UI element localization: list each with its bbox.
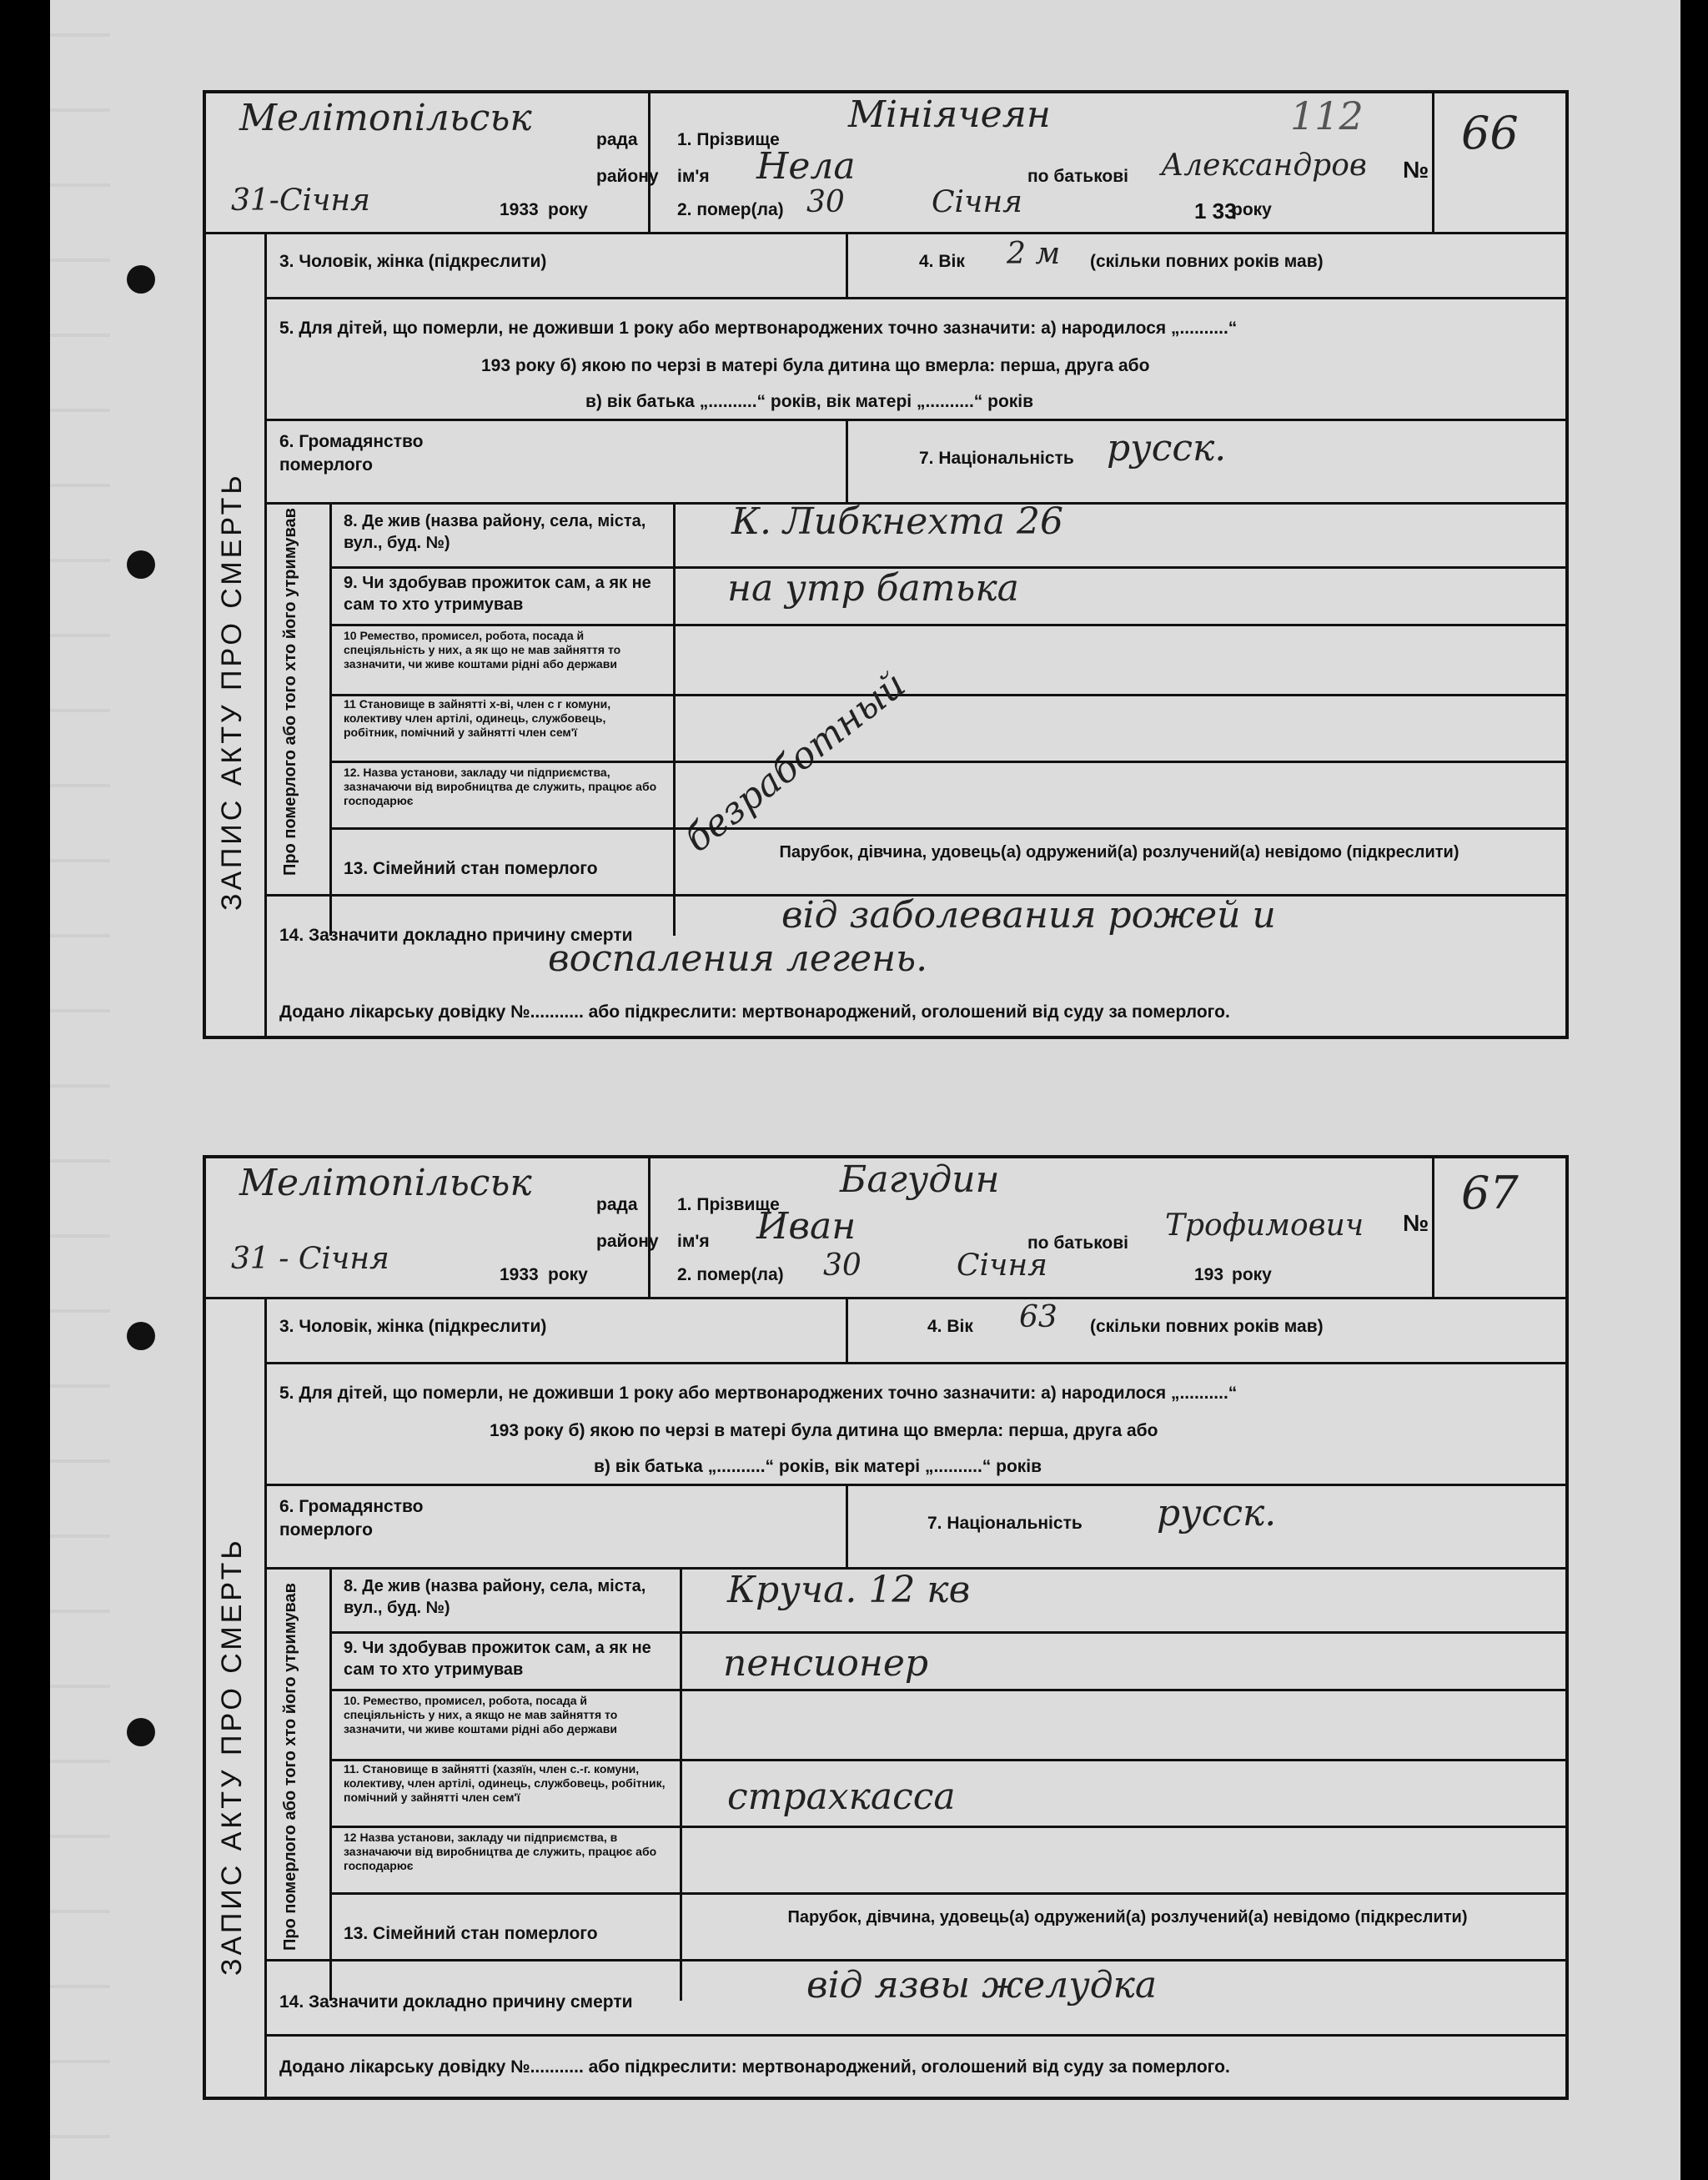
row-rule [264, 2034, 1565, 2037]
age-suffix: (скільки повних років мав) [1090, 1317, 1324, 1336]
death-month: Січня [957, 1248, 1048, 1283]
medical-certificate-note: Додано лікарську довідку №........... або підкреслити: мертвонароджений, оголошений від суду за померлого. [279, 2057, 1230, 2077]
surname-value: Мініячеян [848, 93, 1051, 136]
occupation-label: 10. Ремество, промисел, робота, посада й спеціяльність у них, а якщо не мав зайняття то зазначити, чи живе коштами рідні або держави [344, 1694, 618, 1735]
row-rule [329, 1689, 1565, 1691]
occupation-value: страхкасса [727, 1776, 956, 1818]
rada-label: рада [596, 1195, 638, 1214]
medical-certificate-note: Додано лікарську довідку №........... або підкреслити: мертвонароджений, оголошений від суду за померлого. [279, 1002, 1230, 1022]
nationality-value: русск. [1157, 1492, 1277, 1535]
gender-label: 3. Чоловік, жінка (підкреслити) [279, 1317, 547, 1336]
death-date-label: 2. помер(ла) [677, 200, 784, 219]
record-no-label: № [1403, 1210, 1429, 1236]
patronymic-label: по батькові [1027, 167, 1128, 186]
vertical-subtitle: Про померлого або того хто його утримував [281, 508, 299, 876]
record-date: 31-Січня [231, 183, 370, 218]
marital-options: Парубок, дівчина, удовець(а) одружений(а) розлучений(а) невідомо (підкреслити) [779, 843, 1459, 861]
age-suffix: (скільки повних років мав) [1090, 252, 1324, 271]
residence-value: К. Либкнехта 26 [731, 500, 1063, 543]
name-value: Иван [756, 1205, 857, 1248]
year-suffix: 3 [529, 1265, 539, 1284]
infant-line-3: в) вік батька „..........“ років, вік матері „..........“ років [585, 392, 1034, 411]
row-rule [329, 694, 1565, 696]
support-label: 9. Чи здобував прожиток сам, а як не сам то хто утримував [344, 574, 651, 614]
surname-value: Багудин [840, 1158, 1000, 1201]
marital-label: 13. Сімейний стан померлого [344, 859, 598, 878]
record-number: 67 [1461, 1167, 1519, 1219]
patronymic-value: Александров [1161, 148, 1367, 183]
roku-label: року [548, 200, 588, 219]
binding-hole [127, 550, 155, 579]
death-day: 30 [806, 185, 845, 219]
council-name: Мелітопільськ [239, 1162, 532, 1204]
row-divider [846, 1297, 848, 1362]
workplace-label: 12. Назва установи, закладу чи підприємства, зазначаючи від виробництва де служить, працює або господарює [344, 766, 657, 807]
raion-label: району [596, 167, 659, 186]
support-value: пенсионер [723, 1642, 929, 1685]
council-name: Мелітопільськ [239, 97, 532, 139]
death-roku-label: року [1232, 1265, 1272, 1284]
header-divider [648, 1158, 651, 1297]
death-record-card-2 [203, 1155, 1569, 2100]
left-column-rule [264, 1297, 267, 2097]
record-number: 66 [1461, 107, 1519, 159]
header-divider [1432, 93, 1434, 232]
death-date-label: 2. помер(ла) [677, 1265, 784, 1284]
death-month: Січня [932, 185, 1023, 219]
row-rule [329, 1631, 1565, 1634]
binding-hole [127, 1718, 155, 1746]
employment-status-label: 11. Становище в зайнятті (хазяїн, член с.-г. комуни, колективу, член артілі, одинець, службовець, робітник, помічний у зайнятті член сем'ї [344, 1762, 666, 1804]
infant-line-2: 193 року б) якою по черзі в матері була дитина що вмерла: перша, друга або [481, 356, 1150, 375]
name-label: ім'я [677, 1232, 710, 1251]
occupation-value: безработный [677, 663, 914, 861]
roku-label: року [548, 1265, 588, 1284]
row-rule [329, 1759, 1565, 1761]
header-divider [648, 93, 651, 232]
death-record-card-1 [203, 90, 1569, 1039]
nationality-label: 7. Національність [927, 1514, 1083, 1533]
year-prefix: 193 [500, 200, 530, 219]
infant-line-1: 5. Для дітей, що померли, не доживши 1 року або мертвонароджених точно зазначити: а) народилося „..........“ [279, 319, 1238, 338]
row-rule [264, 297, 1565, 299]
row-rule [264, 1959, 1565, 1961]
header-bottom-rule [206, 1297, 1565, 1299]
row-rule [329, 624, 1565, 626]
raion-label: району [596, 1232, 659, 1251]
workplace-label: 12 Назва установи, закладу чи підприємства, в зазначаючи від виробництва де служить, працює або господарює [344, 1831, 657, 1872]
name-value: Нела [756, 145, 856, 188]
marital-options: Парубок, дівчина, удовець(а) одружений(а) розлучений(а) невідомо (підкреслити) [787, 1908, 1468, 1926]
row-rule [264, 419, 1565, 421]
binding-hole [127, 265, 155, 294]
marital-label: 13. Сімейний стан померлого [344, 1924, 598, 1943]
infant-line-2: 193 року б) якою по черзі в матері була дитина що вмерла: перша, друга або [490, 1421, 1158, 1440]
row-divider [846, 419, 848, 502]
age-value: 2 м [1007, 237, 1061, 271]
row-rule [264, 1362, 1565, 1364]
citizenship-label: 6. Громадянство померлого [279, 1497, 424, 1540]
row-rule [329, 1892, 1565, 1895]
row-rule [329, 761, 1565, 763]
left-column-rule [264, 232, 267, 1036]
nationality-label: 7. Національність [919, 449, 1074, 468]
age-label: 4. Вік [919, 252, 965, 271]
residence-label: 8. Де жив (назва району, села, міста, вул., буд. №) [344, 512, 646, 552]
cause-value-line-1: від заболевания рожей и [781, 894, 1276, 937]
year-suffix: 3 [529, 200, 539, 219]
employment-status-label: 11 Становище в зайнятті х-ві, член с г комуни, колективу член артілі, одинець, службовець, робітник, помічний у зайнятті член сем'ї [344, 697, 611, 739]
stamp-number: 112 [1290, 93, 1364, 138]
cause-value-line-1: від язвы желудка [806, 1964, 1158, 2007]
death-year: 1 33 [1194, 198, 1237, 224]
surname-label: 1. Прізвище [677, 1195, 780, 1214]
residence-label: 8. Де жив (назва району, села, міста, вул., буд. №) [344, 1577, 646, 1617]
cause-label: 14. Зазначити докладно причину смерти [279, 926, 633, 945]
year-prefix: 193 [500, 1265, 530, 1284]
infant-line-1: 5. Для дітей, що померли, не доживши 1 року або мертвонароджених точно зазначити: а) народилося „..........“ [279, 1384, 1238, 1403]
death-day: 30 [823, 1248, 862, 1283]
death-year: 193 [1194, 1265, 1224, 1284]
record-no-label: № [1403, 157, 1429, 183]
patronymic-value: Трофимович [1165, 1208, 1364, 1243]
age-label: 4. Вік [927, 1317, 973, 1336]
row-rule [264, 1484, 1565, 1486]
citizenship-label: 6. Громадянство померлого [279, 432, 424, 475]
cause-value-line-2: воспаления легень. [548, 937, 928, 980]
death-roku-label: року [1232, 200, 1272, 219]
row-divider [846, 1484, 848, 1567]
gender-label: 3. Чоловік, жінка (підкреслити) [279, 252, 547, 271]
occupation-label: 10 Ремество, промисел, робота, посада й спеціяльність у них, а як що не мав зайняття то зазначити, чи живе коштами рідні або держави [344, 629, 621, 671]
rada-label: рада [596, 130, 638, 149]
surname-label: 1. Прізвище [677, 130, 780, 149]
infant-line-3: в) вік батька „..........“ років, вік матері „..........“ років [594, 1457, 1042, 1476]
support-label: 9. Чи здобував прожиток сам, а як не сам то хто утримував [344, 1639, 651, 1679]
patronymic-label: по батькові [1027, 1233, 1128, 1253]
cause-label: 14. Зазначити докладно причину смерти [279, 1992, 633, 2012]
residence-value: Круча. 12 кв [727, 1569, 971, 1611]
torn-left-edge [50, 0, 110, 2180]
vertical-title: ЗАПИС АКТУ ПРО СМЕРТЬ [216, 1537, 248, 1976]
vertical-subtitle: Про померлого або того хто його утримував [281, 1583, 299, 1951]
record-date: 31 - Січня [231, 1242, 389, 1276]
name-label: ім'я [677, 167, 710, 186]
row-rule [329, 827, 1565, 830]
nationality-value: русск. [1107, 427, 1227, 470]
row-divider [846, 232, 848, 297]
support-value: на утр батька [727, 567, 1019, 610]
vertical-title: ЗАПИС АКТУ ПРО СМЕРТЬ [216, 472, 248, 911]
header-divider [1432, 1158, 1434, 1297]
age-value: 63 [1019, 1300, 1057, 1334]
binding-hole [127, 1322, 155, 1350]
row-rule [329, 1826, 1565, 1828]
header-bottom-rule [206, 232, 1565, 234]
